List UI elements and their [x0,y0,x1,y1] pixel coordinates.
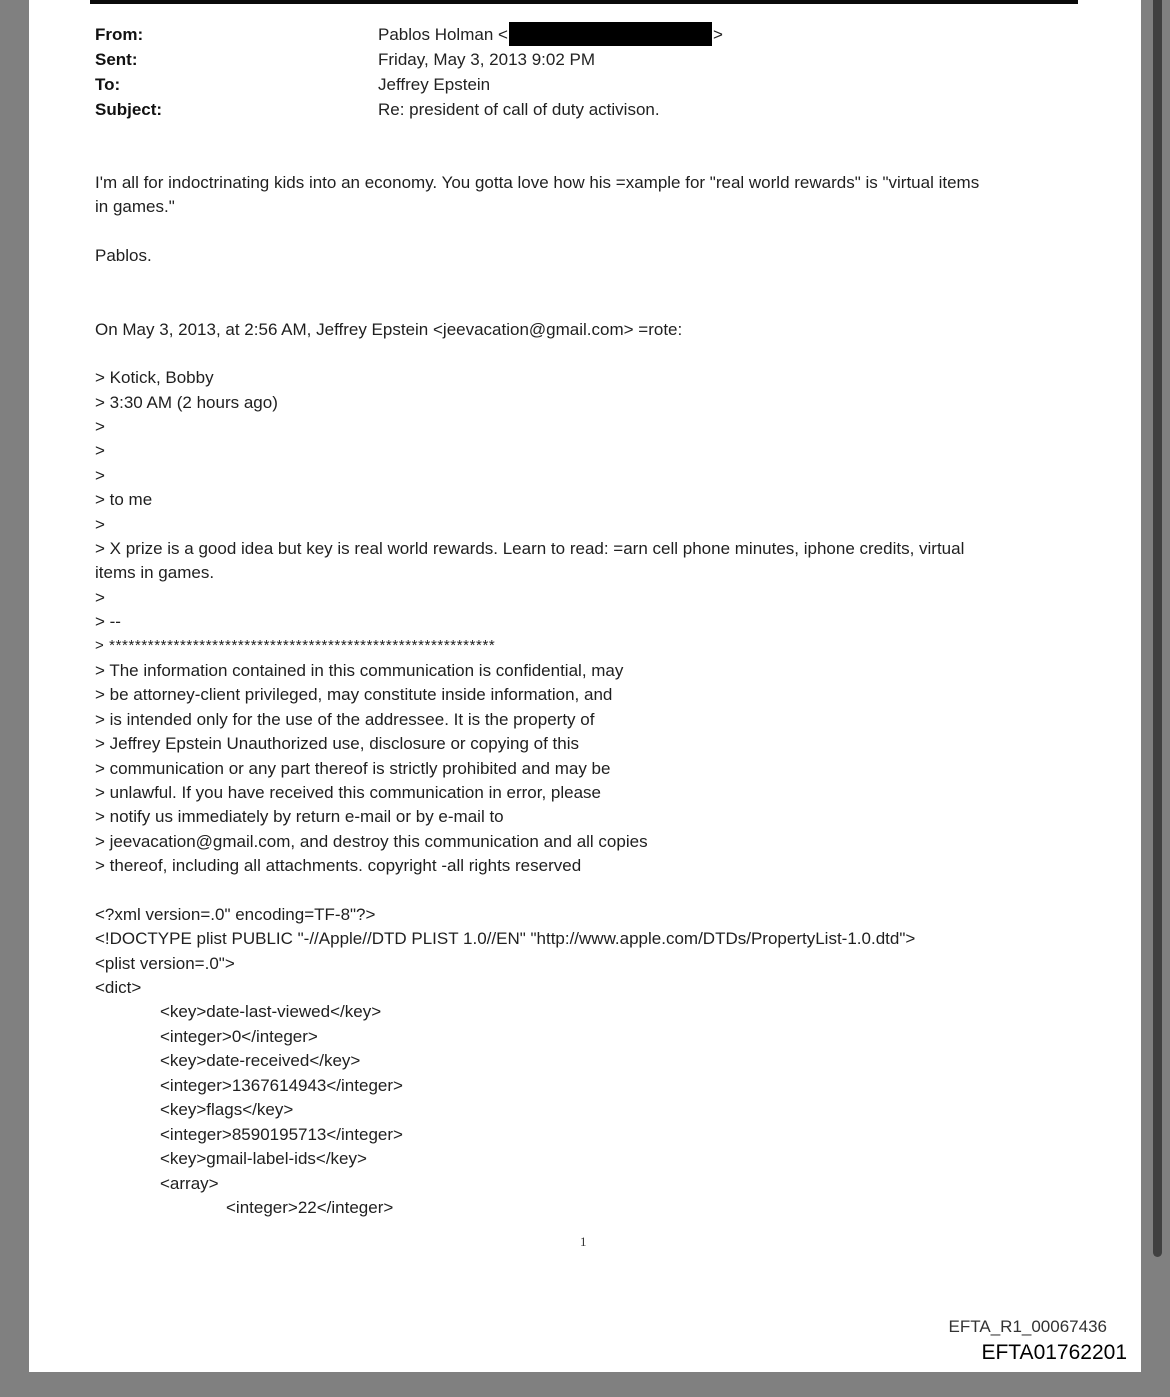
from-open-bracket: < [498,25,508,44]
disclaimer-line: > Jeffrey Epstein Unauthorized use, disclosure or copying of this [95,734,579,753]
disclaimer-line: > be attorney-client privileged, may constitute inside information, and [95,685,613,704]
quoted-line: > X prize is a good idea but key is real world rewards. Learn to read: =arn cell phone minutes, iphone credits, virtual [95,539,965,558]
xml-entry: <key>date-received</key> [160,1051,361,1070]
bates-number-primary: EFTA_R1_00067436 [948,1317,1107,1336]
body-paragraph-line: I'm all for indoctrinating kids into an economy. You gotta love how his =xample for "real world rewards" is "virtual items [95,173,980,192]
xml-entry: <array> [160,1174,219,1193]
sent-label: Sent: [95,50,138,69]
disclaimer-line: > thereof, including all attachments. copyright -all rights reserved [95,856,582,875]
xml-entry: <key>gmail-label-ids</key> [160,1149,367,1168]
signoff: Pablos. [95,246,152,265]
disclaimer-line: > is intended only for the use of the addressee. It is the property of [95,710,595,729]
from-name: Pablos Holman [378,25,494,44]
from-label: From: [95,25,144,44]
to-value: Jeffrey Epstein [378,75,491,94]
xml-entry: <integer>8590195713</integer> [160,1125,403,1144]
quoted-line: > [95,441,105,460]
quoted-line: > to me [95,490,153,509]
subject-label: Subject: [95,100,163,119]
xml-declaration: <?xml version=.0" encoding=TF-8"?> [95,905,376,924]
quoted-line: > [95,466,105,485]
quoted-line: > [95,417,105,436]
xml-array-item: <integer>22</integer> [226,1198,394,1217]
xml-entry: <key>flags</key> [160,1100,294,1119]
body-paragraph-line: in games." [95,197,175,216]
document-page [29,0,1141,1372]
disclaimer-line: > communication or any part thereof is strictly prohibited and may be [95,759,611,778]
vertical-scrollbar[interactable] [1141,0,1170,1397]
xml-entry: <integer>1367614943</integer> [160,1076,403,1095]
quoted-line: > -- [95,612,121,631]
sent-value: Friday, May 3, 2013 9:02 PM [378,50,596,69]
quoted-separator: > ************************************************************ [95,637,496,654]
top-border-rule [90,0,1078,4]
quoted-line: > [95,588,105,607]
quoted-line: > [95,515,105,534]
xml-dict-open: <dict> [95,978,142,997]
bates-number-secondary: EFTA01762201 [981,1341,1127,1364]
disclaimer-line: > unlawful. If you have received this communication in error, please [95,783,602,802]
redaction-box [509,22,712,46]
page-number: 1 [580,1234,587,1249]
disclaimer-line: > jeevacation@gmail.com, and destroy this communication and all copies [95,832,648,851]
xml-entry: <key>date-last-viewed</key> [160,1002,382,1021]
xml-entry: <integer>0</integer> [160,1027,318,1046]
quoted-line: > 3:30 AM (2 hours ago) [95,393,278,412]
xml-doctype: <!DOCTYPE plist PUBLIC "-//Apple//DTD PLIST 1.0//EN" "http://www.apple.com/DTDs/PropertyList-1.0.dtd"> [95,929,916,948]
from-value [378,22,723,47]
scrollbar-thumb[interactable] [1153,0,1162,1257]
disclaimer-line: > The information contained in this communication is confidential, may [95,661,624,680]
from-close-bracket: > [712,25,723,44]
quoted-line: > Kotick, Bobby [95,368,214,387]
subject-value: Re: president of call of duty activison. [378,100,660,119]
xml-plist-open: <plist version=.0"> [95,954,235,973]
to-label: To: [95,75,121,94]
disclaimer-line: > notify us immediately by return e-mail or by e-mail to [95,807,504,826]
quote-intro: On May 3, 2013, at 2:56 AM, Jeffrey Epstein <jeevacation@gmail.com> =rote: [95,320,683,339]
quoted-line: items in games. [95,563,215,582]
